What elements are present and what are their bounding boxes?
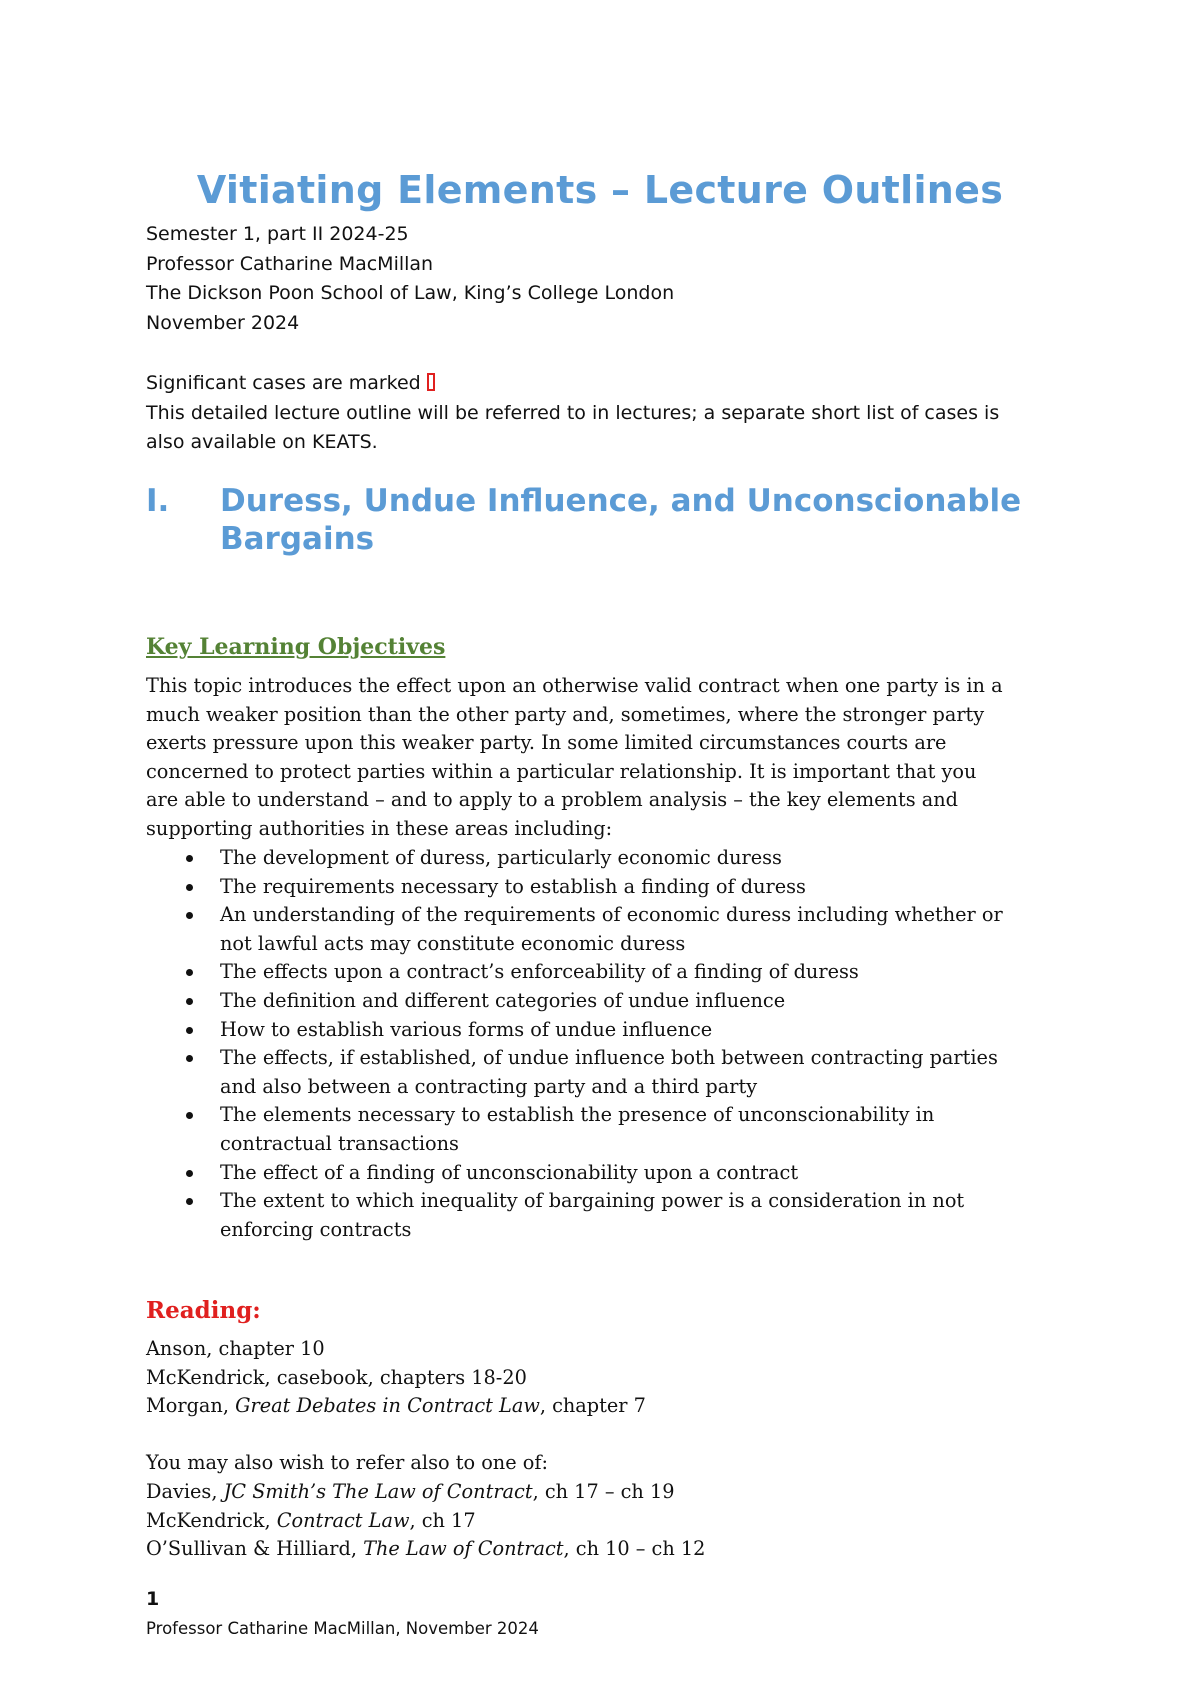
list-item-text: The effects upon a contract’s enforceability of a finding of duress [220, 960, 859, 984]
list-item-text: The elements necessary to establish the presence of unconscionability in [220, 1103, 935, 1127]
list-item-text: contractual transactions [220, 1131, 459, 1155]
reading-text: McKendrick, [146, 1508, 277, 1532]
section-title [220, 482, 1120, 558]
bullet-icon [186, 1170, 193, 1177]
reading-text: , ch 17 [409, 1508, 476, 1532]
intro-line: concerned to protect parties within a particular relationship. It is important that you [146, 759, 977, 783]
list-item [146, 844, 1086, 873]
section-title-line-2: Bargains [220, 521, 375, 557]
bullet-icon [186, 1112, 193, 1119]
detail-note-line-2: also available on KEATS. [146, 431, 378, 453]
intro-line: exerts pressure upon this weaker party. In some limited circumstances courts are [146, 731, 947, 755]
list-item [146, 1101, 1086, 1158]
intro-line: supporting authorities in these areas including: [146, 816, 613, 840]
reading-item [146, 1392, 705, 1421]
list-item-text: An understanding of the requirements of economic duress including whether or [220, 903, 1003, 927]
reading-text: Anson, chapter 10 [146, 1337, 325, 1360]
reading-text: McKendrick, casebook, chapters 18-20 [146, 1365, 527, 1389]
reading-text: , chapter 7 [539, 1394, 646, 1418]
bullet-icon [186, 1198, 193, 1205]
reading-title: Great Debates in Contract Law [235, 1394, 540, 1418]
list-item [146, 873, 1086, 902]
reading-list [146, 1335, 705, 1564]
list-item-text: How to establish various forms of undue influence [220, 1017, 713, 1041]
list-item-text: The effects, if established, of undue influence both between contracting parties [220, 1046, 998, 1070]
bullet-icon [186, 1055, 193, 1062]
list-item [146, 958, 1086, 987]
objectives-intro [146, 672, 1086, 844]
bullet-icon [186, 998, 193, 1005]
bullet-icon [186, 855, 193, 862]
objectives-list [146, 844, 1086, 1244]
list-item-text: The development of duress, particularly economic duress [220, 846, 782, 869]
significant-note: Significant cases are marked [146, 372, 421, 394]
significant-note-line [146, 369, 1046, 399]
meta-date: November 2024 [146, 311, 300, 334]
cases-note [146, 369, 1046, 458]
intro-line: much weaker position than the other party and, sometimes, where the stronger party [146, 702, 985, 726]
list-item [146, 987, 1086, 1016]
reading-item [146, 1507, 705, 1536]
reading-item [146, 1478, 705, 1507]
significant-case-marker-icon [427, 373, 435, 391]
list-item-text: The extent to which inequality of bargaining power is a consideration in not [220, 1189, 965, 1213]
reading-text: You may also wish to refer also to one of: [146, 1451, 549, 1475]
meta-institution: The Dickson Poon School of Law, King’s College London [146, 282, 675, 304]
page-number: 1 [146, 1588, 160, 1610]
reading-title: The Law of Contract [363, 1537, 564, 1561]
reading-item [146, 1364, 705, 1393]
section-title-line-1: Duress, Undue Influence, and Unconscionable [220, 483, 1022, 519]
reading-title: Contract Law [276, 1508, 410, 1532]
reading-text: Davies, [146, 1479, 224, 1503]
list-item [146, 1159, 1086, 1188]
reading-text: O’Sullivan & Hilliard, [146, 1537, 364, 1561]
reading-item [146, 1449, 705, 1478]
reading-title: JC Smith’s The Law of Contract [223, 1479, 533, 1503]
objectives-heading: Key Learning Objectives [146, 634, 446, 660]
document-title: Vitiating Elements – Lecture Outlines [196, 168, 1004, 212]
intro-line: are able to understand – and to apply to a problem analysis – the key elements and [146, 788, 959, 812]
reading-text: , ch 17 – ch 19 [532, 1479, 675, 1503]
section-number: I. [146, 483, 170, 519]
list-item-text: The effect of a finding of unconscionability upon a contract [220, 1160, 799, 1184]
list-item-text: not lawful acts may constitute economic duress [220, 931, 686, 955]
list-item [146, 901, 1086, 958]
list-item-text: and also between a contracting party and a third party [220, 1074, 758, 1098]
list-item-text: The requirements necessary to establish a finding of duress [220, 874, 806, 898]
list-item [146, 1044, 1086, 1101]
intro-line: This topic introduces the effect upon an otherwise valid contract when one party is in a [146, 674, 1003, 697]
reading-item [146, 1535, 705, 1564]
bullet-icon [186, 884, 193, 891]
reading-text: Morgan, [146, 1394, 236, 1418]
list-item-text: The definition and different categories of undue influence [220, 988, 786, 1012]
list-item [146, 1187, 1086, 1244]
reading-item [146, 1335, 705, 1364]
reading-text: , ch 10 – ch 12 [563, 1537, 706, 1561]
list-item-text: enforcing contracts [220, 1217, 412, 1241]
meta-author: Professor Catharine MacMillan [146, 252, 434, 275]
detail-note-line-1: This detailed lecture outline will be referred to in lectures; a separate short list of cases is [146, 401, 1000, 424]
document-meta [146, 220, 674, 338]
bullet-icon [186, 912, 193, 919]
bullet-icon [186, 969, 193, 976]
reading-heading: Reading: [146, 1297, 261, 1324]
bullet-icon [186, 1027, 193, 1034]
meta-semester: Semester 1, part II 2024-25 [146, 223, 409, 245]
list-item [146, 1016, 1086, 1045]
reading-spacer [146, 1421, 705, 1450]
page-footer: Professor Catharine MacMillan, November 2024 [146, 1619, 539, 1638]
